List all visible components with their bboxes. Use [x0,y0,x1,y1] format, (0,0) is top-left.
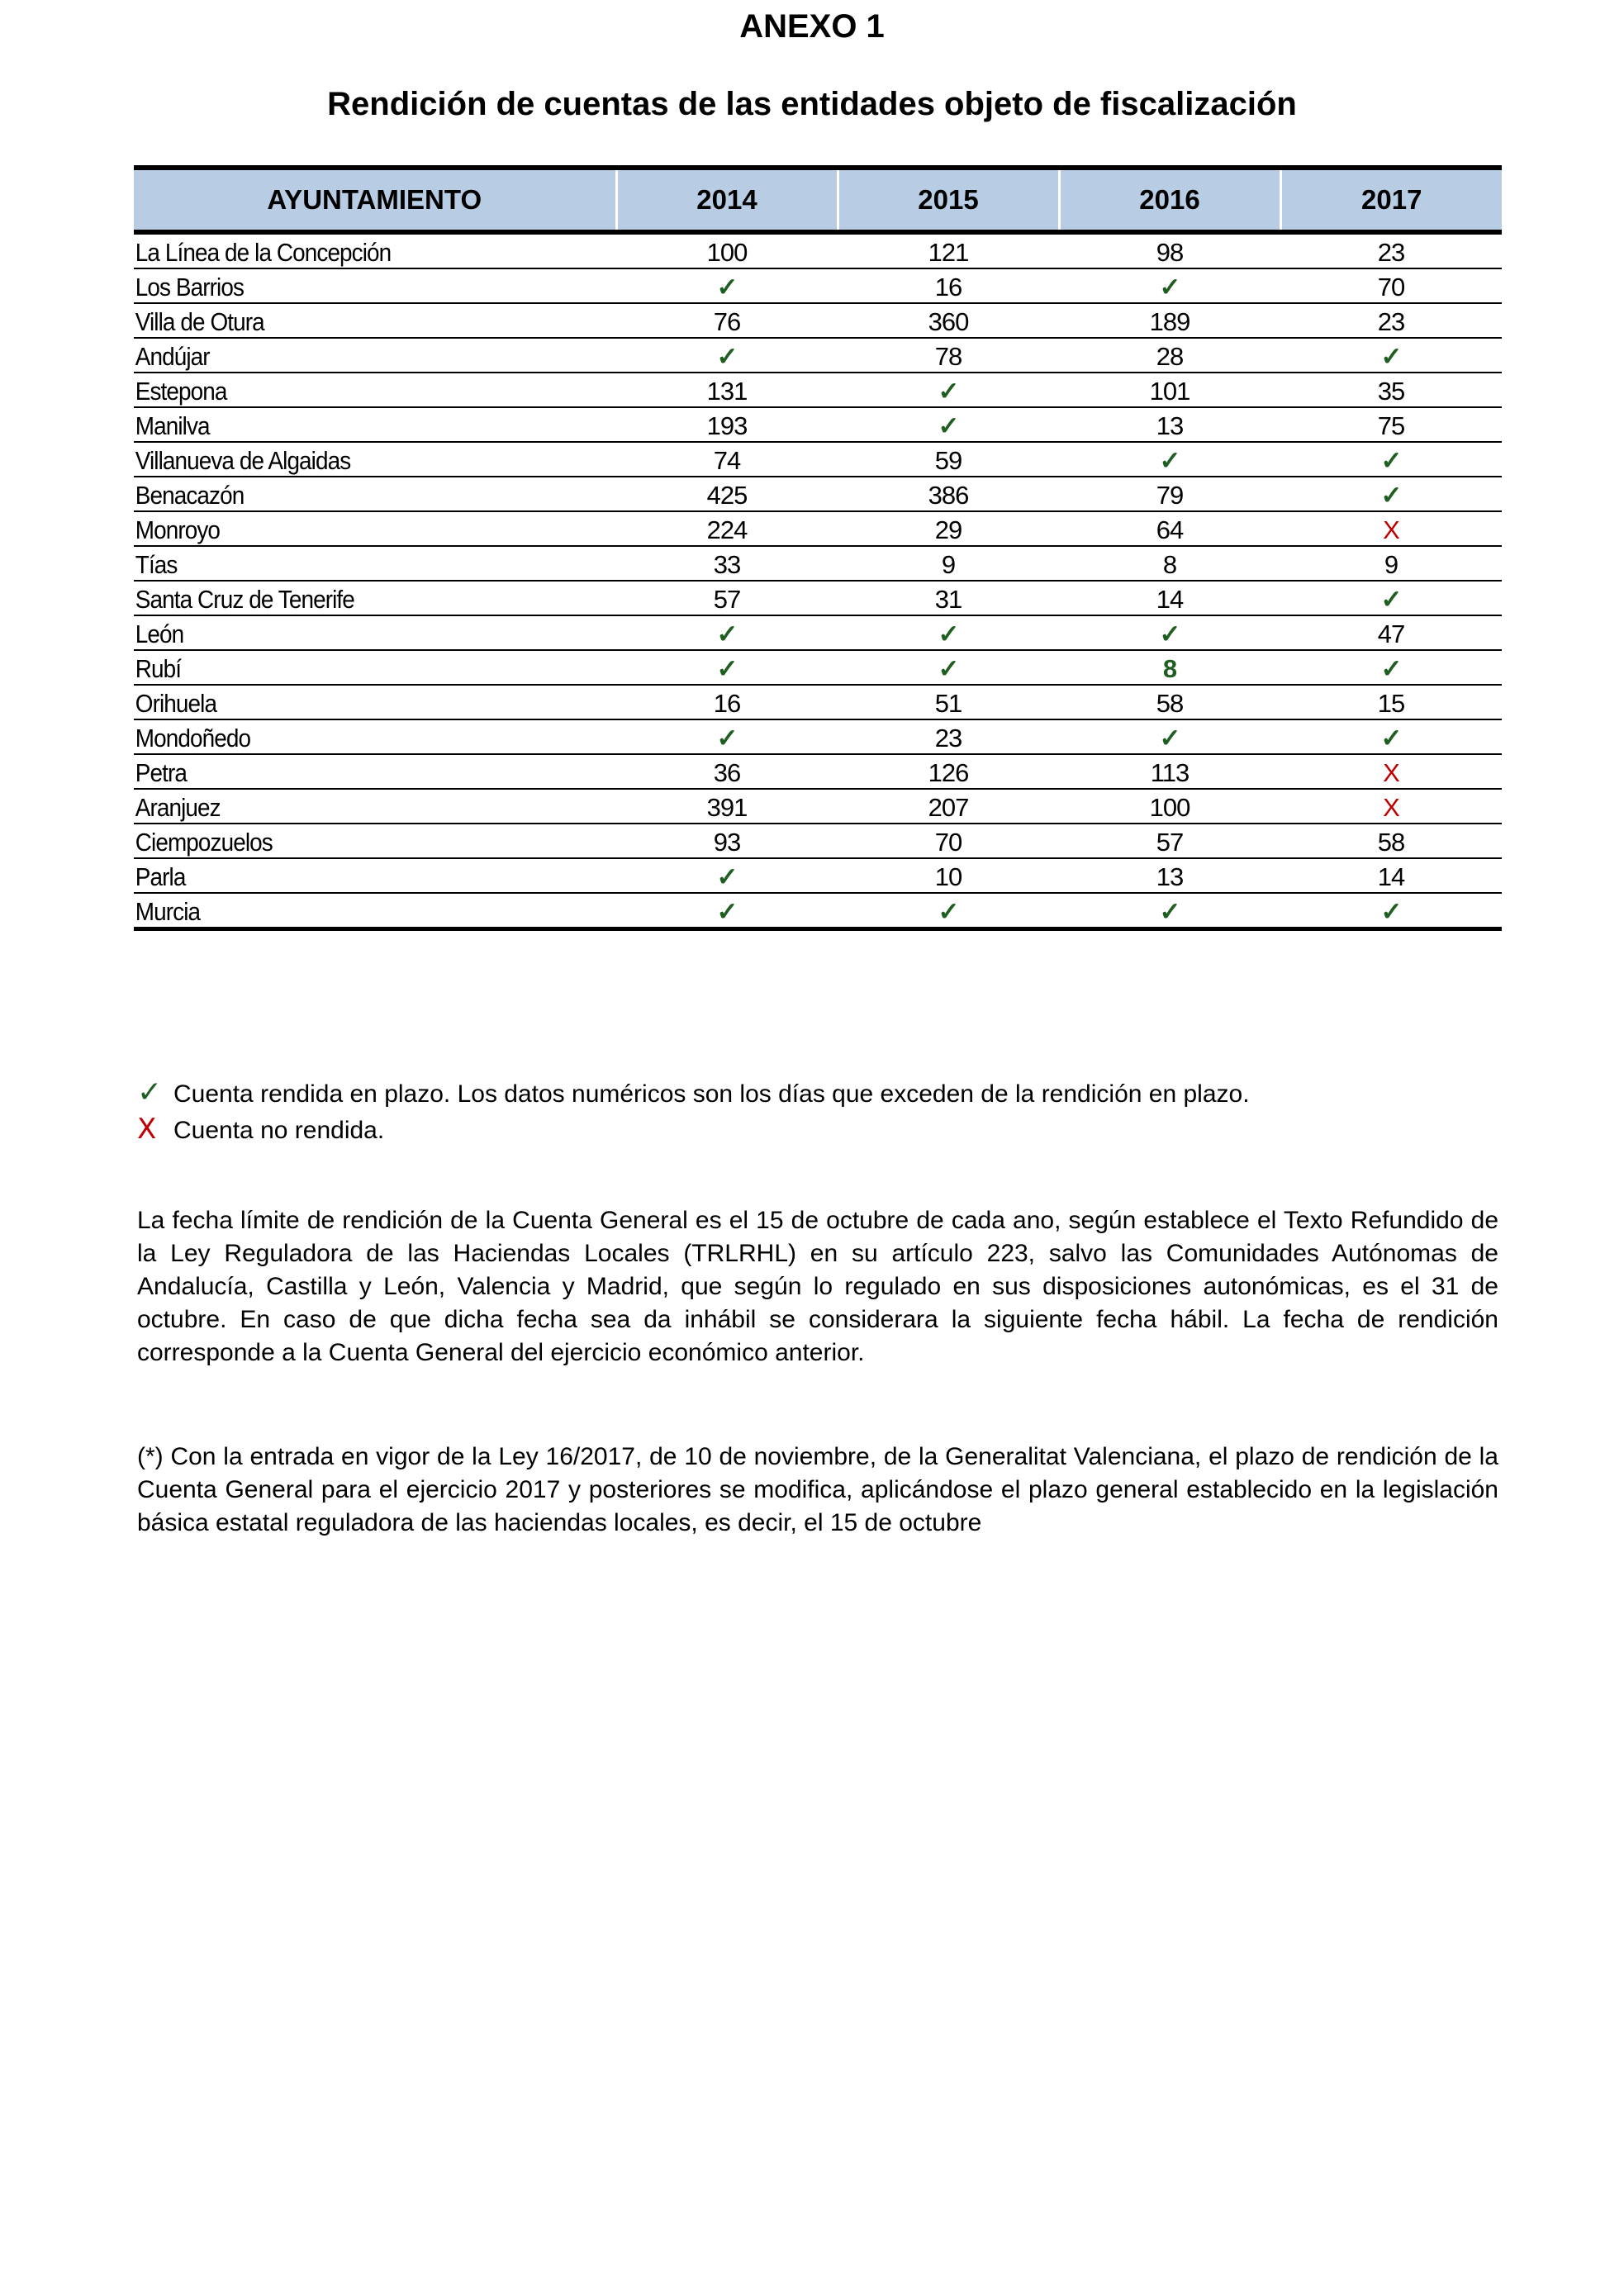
days-value-2016: 64 [1059,511,1280,546]
table-row [134,858,1502,893]
check-icon: ✓ [137,1075,163,1109]
days-value-2016: 8 [1059,546,1280,581]
days-value-2017: 70 [1280,268,1502,303]
column-header-2014: 2014 [616,168,838,232]
municipality-name: Murcia [134,893,568,929]
table-header-row [134,168,1502,232]
column-header-2016: 2016 [1059,168,1280,232]
municipality-name: Estepona [134,373,568,407]
table-row [134,789,1502,824]
days-value-2015: 10 [838,858,1059,893]
check-icon: ✓ [1059,268,1280,303]
days-value-2014: 76 [616,303,838,338]
check-icon: ✓ [1280,893,1502,929]
days-value-2017: 75 [1280,407,1502,442]
check-icon: ✓ [616,615,838,650]
days-value-2017: 15 [1280,685,1502,719]
days-value-2016: 100 [1059,789,1280,824]
column-header-2017: 2017 [1280,168,1502,232]
municipality-name: Ciempozuelos [134,824,568,858]
days-value-2014: 33 [616,546,838,581]
municipality-name: Mondoñedo [134,719,568,754]
check-icon: ✓ [616,893,838,929]
days-value-2017: 58 [1280,824,1502,858]
days-value-2014: 193 [616,407,838,442]
days-value-2014: 131 [616,373,838,407]
legend-row-cross [137,1112,1250,1148]
days-value-2014: 391 [616,789,838,824]
annex-title: ANEXO 1 [739,8,885,45]
municipality-name: Tías [134,546,568,581]
days-value-2015: 29 [838,511,1059,546]
days-value-2014: 16 [616,685,838,719]
days-value-2016: 98 [1059,232,1280,268]
days-value-2014: 100 [616,232,838,268]
days-value-2015: 23 [838,719,1059,754]
deadline-paragraph: La fecha límite de rendición de la Cuenta General es el 15 de octubre de cada ano, según establece el Texto Refundido de la Ley Reguladora de las Haciendas Locales (TRLRHL) en su artículo 223, salvo las Comunidades Autónomas de Andalucía, Castilla y León, Valencia y Madrid, que según lo regulado en sus disposiciones autonómicas, es el 31 de octubre. En caso de que dicha fecha sea da inhábil se considerara la siguiente fecha hábil. La fecha de rendición corresponde a la Cuenta General del ejercicio económico anterior. [137,1207,1498,1366]
days-value-2017: 9 [1280,546,1502,581]
table-row [134,546,1502,581]
check-icon: ✓ [616,268,838,303]
table-row [134,477,1502,511]
cross-icon: X [137,1113,157,1146]
check-icon: ✓ [1280,338,1502,373]
municipality-name: Benacazón [134,477,568,511]
days-value-2015: 126 [838,754,1059,789]
days-value-2014: 224 [616,511,838,546]
days-value-2015: 51 [838,685,1059,719]
accounts-table [134,165,1502,931]
days-value-2016: 113 [1059,754,1280,789]
days-value-2014: 93 [616,824,838,858]
footnote-paragraph: (*) Con la entrada en vigor de la Ley 16/2017, de 10 de noviembre, de la Generalitat Valenciana, el plazo de rendición de la Cuenta General para el ejercicio 2017 y posteriores se modifica, aplicándose el plazo general establecido en la legislación básica estatal reguladora de las haciendas locales, es decir, el 15 de octubre [137,1443,1498,1536]
days-value-2016: 189 [1059,303,1280,338]
legend-cross-text: Cuenta no rendida. [173,1117,385,1144]
table-row [134,650,1502,685]
table-row [134,442,1502,477]
days-value-2016: 13 [1059,407,1280,442]
days-value-2016: 14 [1059,581,1280,615]
days-value-2015: 59 [838,442,1059,477]
days-value-2016: 79 [1059,477,1280,511]
days-value-2016: 57 [1059,824,1280,858]
days-value-2014: 57 [616,581,838,615]
check-icon: ✓ [616,650,838,685]
municipality-name: Manilva [134,407,568,442]
table-row [134,407,1502,442]
days-value-2015: 31 [838,581,1059,615]
municipality-name: Monroyo [134,511,568,546]
check-icon: ✓ [1280,442,1502,477]
days-value-2016: 58 [1059,685,1280,719]
days-value-2016: 28 [1059,338,1280,373]
table-row [134,268,1502,303]
legend-row-check [137,1075,1250,1112]
legend [137,1075,1250,1148]
table-row [134,754,1502,789]
check-icon: ✓ [1280,581,1502,615]
table-row [134,685,1502,719]
days-value-2015: 78 [838,338,1059,373]
days-value-2017: 14 [1280,858,1502,893]
municipality-name: Santa Cruz de Tenerife [134,581,568,615]
days-value-2015: 16 [838,268,1059,303]
column-header-2015: 2015 [838,168,1059,232]
municipality-name: La Línea de la Concepción [134,232,568,268]
check-icon: ✓ [838,407,1059,442]
table-row [134,719,1502,754]
municipality-name: Rubí [134,650,568,685]
days-value-2016: 13 [1059,858,1280,893]
days-value-2015: 207 [838,789,1059,824]
municipality-name: Villa de Otura [134,303,568,338]
days-value-2014: 74 [616,442,838,477]
days-value-2017: 35 [1280,373,1502,407]
table-row [134,581,1502,615]
check-icon: ✓ [838,650,1059,685]
table-row [134,303,1502,338]
check-icon: ✓ [1280,650,1502,685]
municipality-name: Petra [134,754,568,789]
days-value-2017: 23 [1280,303,1502,338]
page-title: Rendición de cuentas de las entidades objeto de fiscalización [327,86,1297,122]
cross-icon: X [1280,511,1502,546]
days-value-2015: 386 [838,477,1059,511]
days-value-2014: 36 [616,754,838,789]
check-icon: ✓ [616,858,838,893]
table-row [134,338,1502,373]
accounts-table-container [134,165,1502,931]
days-value-2016: 101 [1059,373,1280,407]
legend-check-text: Cuenta rendida en plazo. Los datos numéricos son los días que exceden de la rendición en plazo. [173,1080,1250,1108]
column-header-ayuntamiento: AYUNTAMIENTO [134,168,616,232]
days-value-2017: 23 [1280,232,1502,268]
table-body [134,232,1502,929]
table-row [134,232,1502,268]
check-icon: ✓ [616,338,838,373]
days-value-2017: 47 [1280,615,1502,650]
municipality-name: Villanueva de Algaidas [134,442,568,477]
table-row [134,893,1502,929]
days-value-2015: 360 [838,303,1059,338]
table-row [134,615,1502,650]
municipality-name: Los Barrios [134,268,568,303]
check-icon: ✓ [1059,719,1280,754]
table-row [134,824,1502,858]
cross-icon: X [1280,754,1502,789]
check-icon: ✓ [1059,893,1280,929]
municipality-name: Andújar [134,338,568,373]
check-icon: ✓ [838,373,1059,407]
check-icon: ✓ [1059,442,1280,477]
cross-icon: X [1280,789,1502,824]
check-icon: ✓ [616,719,838,754]
check-icon: ✓ [1059,615,1280,650]
days-value-2015: 121 [838,232,1059,268]
municipality-name: Orihuela [134,685,568,719]
days-value-2015: 9 [838,546,1059,581]
municipality-name: León [134,615,568,650]
table-row [134,511,1502,546]
table-row [134,373,1502,407]
days-value-2015: 70 [838,824,1059,858]
check-icon: ✓ [838,615,1059,650]
check-icon: ✓ [1280,477,1502,511]
check-icon: ✓ [1280,719,1502,754]
days-value-2014: 425 [616,477,838,511]
municipality-name: Parla [134,858,568,893]
check-icon: ✓ [838,893,1059,929]
municipality-name: Aranjuez [134,789,568,824]
days-value-2016: 8 [1059,650,1280,685]
